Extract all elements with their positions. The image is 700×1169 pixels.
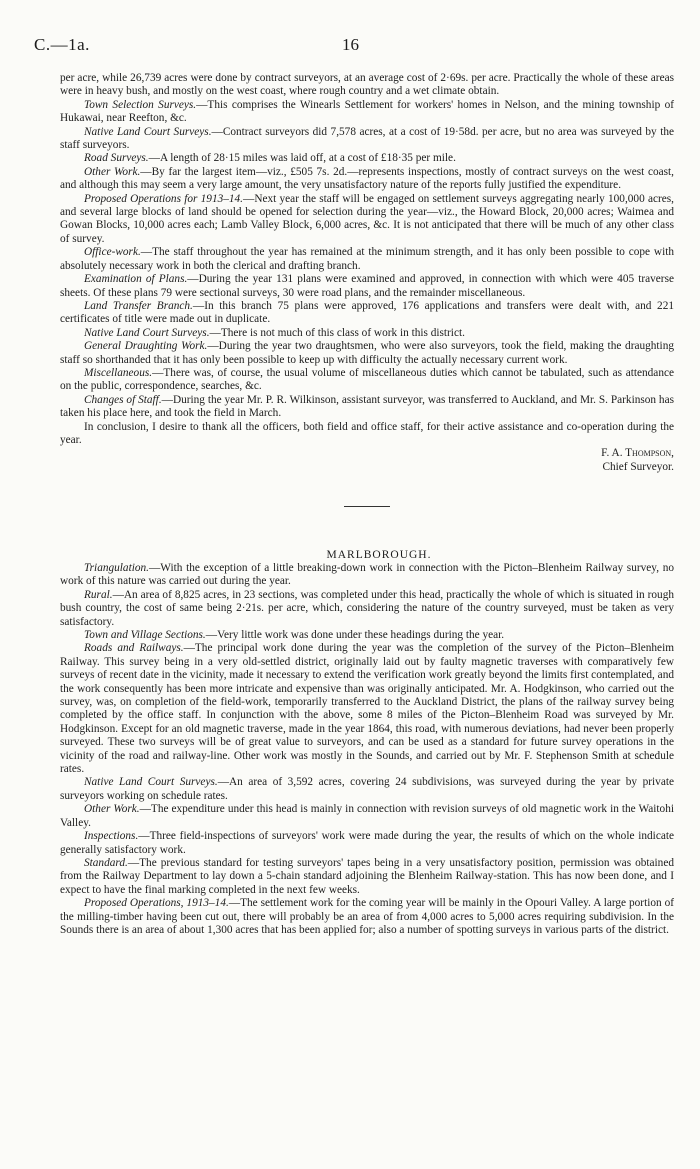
signature-title: Chief Surveyor. — [602, 460, 674, 473]
paragraph-heading: Native Land Court Surveys. — [84, 776, 218, 789]
paragraph-other-work-marlborough: Other Work.—The expenditure under this head is mainly in connection with revision surveys of old magnetic work in the Waitohi Valley. — [60, 803, 674, 829]
paragraph-native-land-court-2: Native Land Court Surveys.—There is not much of this class of work in this district. — [84, 326, 465, 339]
page-number: 16 — [342, 35, 359, 54]
paragraph-roads-railways: Roads and Railways.—The principal work done during the year was the completion of the survey of the Picton–Blenheim Railway. This survey being in a very old-settled district, originally laid out by faulty magnetic traverses with comparatively few surveys of recent date in the vicinity, made it necessary to extend the verification work greatly beyond the limits first contemplated, and the work consequently has been more intricate and expensive than was originally anticipated. Mr. A. Hodgkinson, who carried out the survey, was, on completion of the field-work, temporarily transferred to the Auckland District, the plans of the railway survey being completed by the office staff. In conjunction with the above, some 8 miles of the Picton–Blenheim Road was surveyed by Mr. Hodgkinson. Except for an old magnetic traverse, made in the year 1864, this road, with numerous deviations, had never been properly surveyed. These two surveys will be of great value to surveyors, and can be used as a standard for future survey operations in the vicinity of the road and railway-line. Other work was mostly in the Sounds, and carried out by Mr. F. Stephenson Smith at schedule rates. — [60, 642, 674, 776]
paragraph-heading: Changes of Staff. — [84, 393, 162, 406]
paragraph-road-surveys: Road Surveys.—A length of 28·15 miles was laid off, at a cost of £18·35 per mile. — [84, 152, 456, 165]
paragraph-heading: Native Land Court Surveys. — [84, 326, 210, 339]
signature-name: F. A. Thompson, — [601, 447, 674, 460]
paragraph-triangulation: Triangulation.—With the exception of a little breaking-down work in connection with the Picton–Blenheim Railway survey, no work of this nature was carried out during the year. — [60, 561, 674, 588]
paragraph-heading: Rural. — [84, 588, 113, 601]
paragraph-examination-of-plans: Examination of Plans.—During the year 131 plans were examined and approved, in connection with which were 405 traverse sheets. Of these plans 79 were sectional surveys, 30 were road plans, and the remainder miscellaneous. — [60, 273, 674, 299]
paragraph-rural: Rural.—An area of 8,825 acres, in 23 sections, was completed under this head, practically the whole of which is situated in rough bush country, the cost of same being 2·21s. per acre, which, considering the nature of the country surveyed, must be taken as very satisfactory. — [60, 588, 674, 628]
paragraph-heading: Roads and Railways. — [84, 642, 184, 655]
paragraph-proposed-operations-marlborough: Proposed Operations, 1913–14.—The settlement work for the coming year will be mainly in the Opouri Valley. A large portion of the milling-timber having been cut out, there will probably be an area of from 4,000 acres to 5,000 acres requiring subdivision. In the Sounds there is an area of about 1,300 acres that has been applied for; also a number of spotting surveys in various parts of the district. — [60, 897, 675, 936]
report-body — [60, 72, 674, 937]
paragraph-heading: Other Work. — [84, 803, 140, 816]
paragraph-heading: Road Surveys. — [84, 152, 149, 165]
section-heading-marlborough: MARLBOROUGH. — [326, 548, 432, 561]
paragraph-nelson-rural-continued: per acre, while 26,739 acres were done by contract surveyors, at an average cost of 2·69s. per acre. Practically the whole of these areas were in heavy bush, and mostly on the west coast, where rough country and a wet climate obtain. — [60, 72, 674, 98]
paragraph-changes-of-staff: Changes of Staff.—During the year Mr. P. R. Wilkinson, assistant surveyor, was transferred to Auckland, and Mr. S. Parkinson has taken his place here, and took the field in March. — [60, 393, 674, 420]
paragraph-other-work: Other Work.—By far the largest item—viz., £505 7s. 2d.—represents inspections, mostly of contract surveys on the west coast, and although this may seem a very large amount, the very unsatisfactory nature of the reports fully justified the expenditure. — [60, 165, 674, 192]
paragraph-standard: Standard.—The previous standard for testing surveyors' tapes being in a very unsatisfactory position, permission was obtained from the Railway Department to lay down a 5-chain standard adjoining the Blenheim Railway-station. This has now been done, and I expect to have the final marking completed in the next few weeks. — [60, 856, 674, 896]
paragraph-heading: Native Land Court Surveys. — [84, 125, 212, 138]
paragraph-native-land-court-marlborough: Native Land Court Surveys.—An area of 3,592 acres, covering 24 subdivisions, was surveyed during the year by private surveyors working on schedule rates. — [60, 776, 674, 802]
paragraph-heading: Triangulation. — [84, 561, 149, 574]
paragraph-miscellaneous: Miscellaneous.—There was, of course, the usual volume of miscellaneous duties which cannot be tabulated, such as attendance on the public, correspondence, searches, &c. — [60, 366, 674, 393]
paragraph-heading: Land Transfer Branch. — [84, 299, 193, 312]
paragraph-heading: Proposed Operations, 1913–14. — [84, 897, 229, 910]
paragraph-heading: Examination of Plans. — [84, 273, 188, 286]
paragraph-heading: Inspections. — [84, 830, 139, 843]
paragraph-conclusion: In conclusion, I desire to thank all the officers, both field and office staff, for their active assistance and co-operation during the year. — [60, 420, 674, 446]
paragraph-heading: Town and Village Sections. — [84, 629, 206, 641]
paragraph-town-selection: Town Selection Surveys.—This comprises the Winearls Settlement for workers' homes in Nelson, and the mining township of Hukawai, near Reefton, &c. — [60, 98, 674, 125]
paragraph-native-land-court: Native Land Court Surveys.—Contract surveyors did 7,578 acres, at a cost of 19·58d. per acre, but no area was surveyed by the staff surveyors. — [60, 125, 674, 152]
paragraph-heading: Standard. — [84, 856, 128, 869]
paragraph-heading: Other Work. — [84, 165, 141, 178]
paragraph-town-village: Town and Village Sections.—Very little work was done under these headings during the year. — [84, 629, 505, 641]
paragraph-inspections: Inspections.—Three field-inspections of surveyors' work were made during the year, the results of which on the whole indicate generally satisfactory work. — [60, 830, 674, 856]
paragraph-proposed-operations: Proposed Operations for 1913–14.—Next year the staff will be engaged on settlement surveys aggregating nearly 100,000 acres, and several large blocks of land should be opened for selection during the year—viz., the Howard Block, 20,000 acres; Waimea and Gowan Blocks, 10,000 acres each; Lamb Valley Block, 6,000 acres, &c. It is not anticipated that there will be much of any other class of survey. — [60, 192, 674, 245]
paragraph-land-transfer: Land Transfer Branch.—In this branch 75 plans were approved, 176 applications and transfers were dealt with, and 221 certificates of title were made out in duplicate. — [60, 299, 674, 326]
paragraph-general-draughting: General Draughting Work.—During the year two draughtsmen, who were also surveyors, took the field, making the draughting staff so shorthanded that it has only been possible to keep up with difficulty the actually necessary current work. — [60, 340, 674, 366]
section-divider — [344, 506, 390, 507]
paragraph-heading: Town Selection Surveys. — [84, 98, 197, 111]
paragraph-office-work: Office-work.—The staff throughout the year has remained at the minimum strength, and it has only been possible to cope with absolutely necessary work in both the clerical and drafting branch. — [60, 246, 674, 272]
paragraph-heading: Office-work. — [84, 246, 141, 259]
paragraph-heading: Proposed Operations for 1913–14. — [84, 192, 244, 205]
paragraph-heading: General Draughting Work. — [84, 340, 208, 353]
page-reference: C.—1a. — [34, 35, 90, 54]
paragraph-heading: Miscellaneous. — [84, 366, 153, 379]
